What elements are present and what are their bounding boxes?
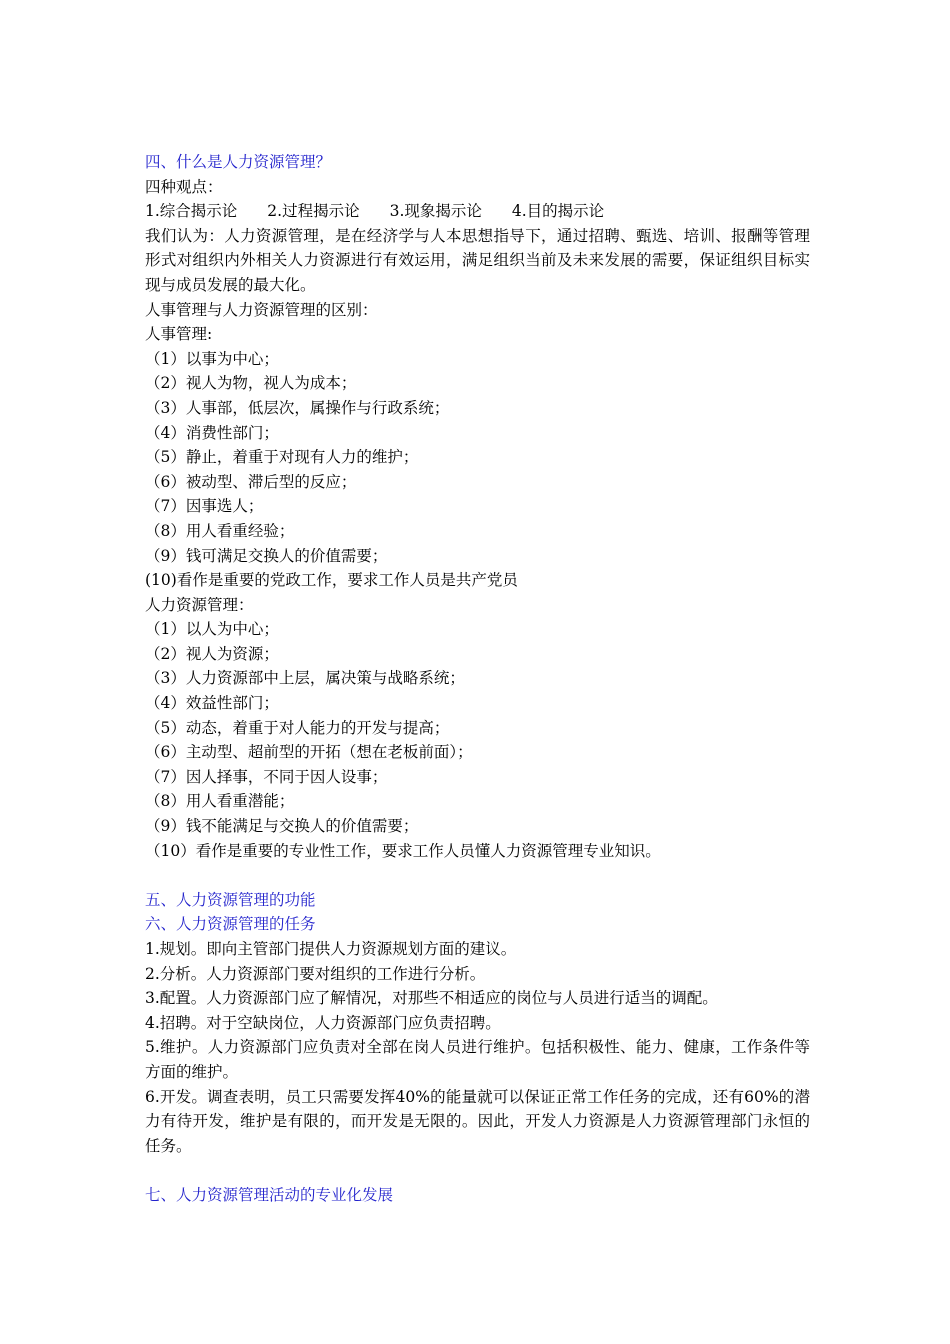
personnel-item: （6）被动型、滞后型的反应； bbox=[145, 472, 357, 491]
difference-title: 人事管理与人力资源管理的区别： bbox=[145, 300, 378, 319]
personnel-item: （1）以事为中心； bbox=[145, 349, 279, 368]
hrm-item: （8）用人看重潜能； bbox=[145, 792, 295, 811]
personnel-item: （4）消费性部门； bbox=[145, 423, 279, 442]
personnel-item: （3）人事部，低层次，属操作与行政系统； bbox=[145, 398, 450, 417]
view-item: 1.综合揭示论 bbox=[145, 202, 238, 221]
personnel-item: （9）钱可满足交换人的价值需要； bbox=[145, 546, 388, 565]
hrm-item: （1）以人为中心； bbox=[145, 620, 279, 639]
personnel-item: （2）视人为物，视人为成本； bbox=[145, 374, 357, 393]
personnel-item: (10)看作是重要的党政工作，要求工作人员是共产党员 bbox=[145, 571, 518, 590]
hrm-item: （4）效益性部门； bbox=[145, 694, 279, 713]
task-item: 2.分析。人力资源部门要对组织的工作进行分析。 bbox=[145, 964, 486, 983]
view-item: 2.过程揭示论 bbox=[267, 202, 360, 221]
section4-heading: 四、什么是人力资源管理？ bbox=[145, 153, 332, 171]
document-page bbox=[145, 150, 810, 1208]
hrm-item: （5）动态，着重于对人能力的开发与提高； bbox=[145, 718, 450, 737]
task-item: 4.招聘。对于空缺岗位，人力资源部门应负责招聘。 bbox=[145, 1013, 501, 1032]
hrm-item: （2）视人为资源； bbox=[145, 644, 279, 663]
hrm-item: （3）人力资源部中上层，属决策与战略系统； bbox=[145, 669, 465, 688]
personnel-item: （8）用人看重经验； bbox=[145, 521, 295, 540]
task-item: 5.维护。人力资源部门应负责对全部在岗人员进行维护。包括积极性、能力、健康，工作条件等方面的维护。 bbox=[145, 1038, 810, 1081]
section6-heading: 六、人力资源管理的任务 bbox=[145, 915, 316, 934]
hrm-title: 人力资源管理： bbox=[145, 595, 254, 614]
section5-heading: 五、人力资源管理的功能 bbox=[145, 890, 316, 909]
hrm-item: （7）因人择事，不同于因人设事； bbox=[145, 767, 388, 786]
hrm-item: （9）钱不能满足与交换人的价值需要； bbox=[145, 817, 419, 836]
views-list bbox=[145, 199, 810, 224]
personnel-item: （7）因事选人； bbox=[145, 497, 264, 516]
task-item: 3.配置。人力资源部门应了解情况，对那些不相适应的岗位与人员进行适当的调配。 bbox=[145, 989, 718, 1008]
personnel-title: 人事管理: bbox=[145, 325, 213, 344]
task-item: 1.规划。即向主管部门提供人力资源规划方面的建议。 bbox=[145, 940, 517, 958]
paragraph-gap bbox=[145, 1158, 810, 1183]
hrm-item: （10）看作是重要的专业性工作，要求工作人员懂人力资源管理专业知识。 bbox=[145, 841, 661, 860]
section7-heading: 七、人力资源管理活动的专业化发展 bbox=[145, 1185, 394, 1204]
view-item: 4.目的揭示论 bbox=[511, 202, 605, 221]
views-label: 四种观点： bbox=[145, 177, 223, 196]
personnel-item: （5）静止，着重于对现有人力的维护； bbox=[145, 448, 419, 467]
view-item: 3.现象揭示论 bbox=[389, 202, 482, 221]
paragraph-gap bbox=[145, 863, 810, 888]
definition-paragraph: 我们认为：人力资源管理，是在经济学与人本思想指导下，通过招聘、甄选、培训、报酬等管理形式对组织内外相关人力资源进行有效运用，满足组织当前及未来发展的需要，保证组织目标实现与成员发展的最大化。 bbox=[145, 226, 810, 294]
hrm-item: （6）主动型、超前型的开拓（想在老板前面）； bbox=[145, 743, 473, 762]
task-item: 6.开发。调查表明，员工只需要发挥40%的能量就可以保证正常工作任务的完成，还有60%的潜力有待开发，维护是有限的，而开发是无限的。因此，开发人力资源是人力资源管理部门永恒的任务。 bbox=[145, 1087, 810, 1155]
